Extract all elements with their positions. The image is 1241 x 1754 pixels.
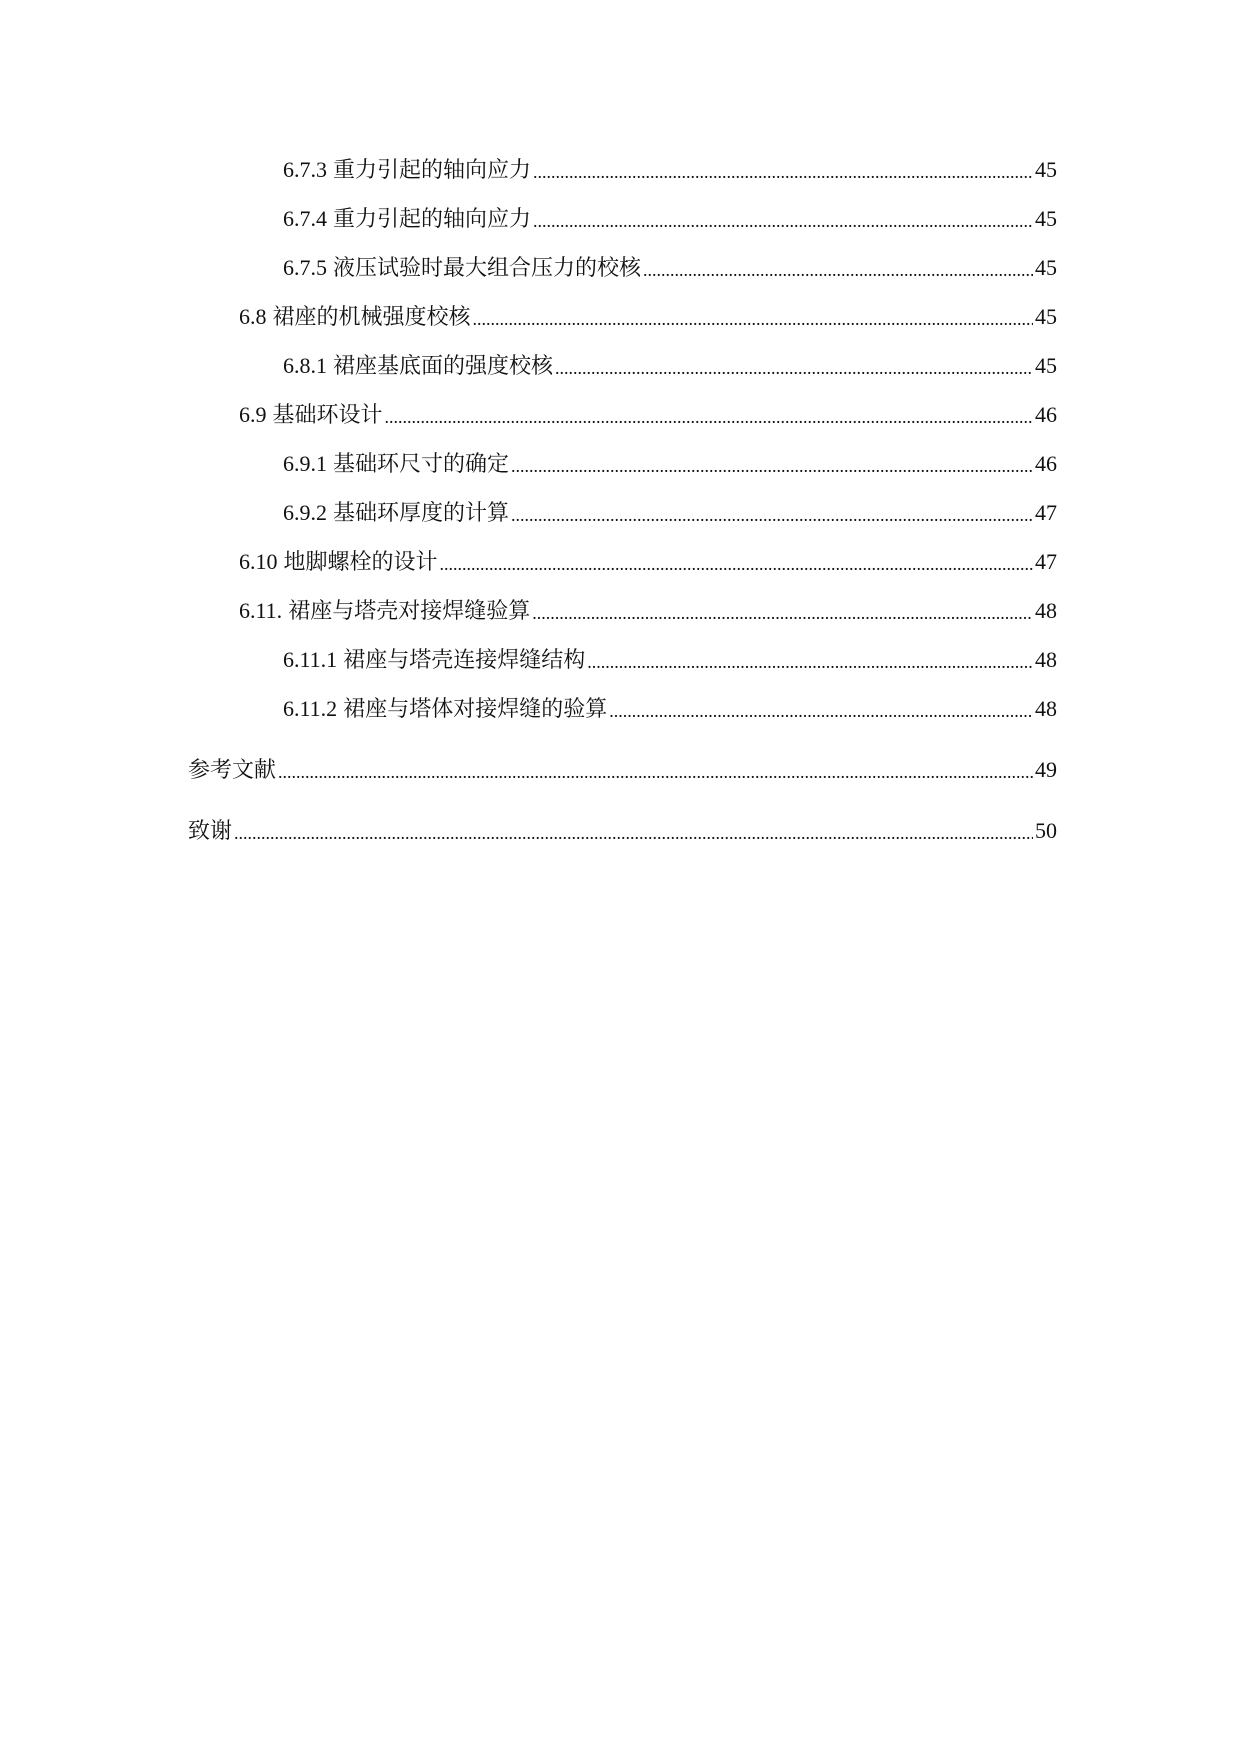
toc-entry-number: 6.7.5 <box>283 255 327 280</box>
toc-entry-page: 47 <box>1035 549 1057 574</box>
dot-leader <box>609 696 1033 722</box>
toc-entry-references[interactable] <box>188 734 1057 783</box>
toc-entry-title: 重力引起的轴向应力 <box>333 206 532 231</box>
toc-entry-page: 45 <box>1035 353 1057 378</box>
toc-entry-title: 裙座基底面的强度校核 <box>333 353 554 378</box>
toc-entry-number: 6.10 <box>239 549 278 574</box>
toc-entry-page: 45 <box>1035 304 1057 329</box>
dot-leader <box>587 647 1033 673</box>
toc-entry-title: 地脚螺栓的设计 <box>283 549 438 574</box>
toc-entry-page: 46 <box>1035 402 1057 427</box>
toc-entry-title: 基础环尺寸的确定 <box>333 451 510 476</box>
toc-entry-title: 裙座与塔壳连接焊缝结构 <box>343 647 586 672</box>
dot-leader <box>385 402 1033 428</box>
toc-entry-page: 45 <box>1035 157 1057 182</box>
toc-entry-number: 6.11.1 <box>283 647 338 672</box>
toc-entry-6-10[interactable] <box>188 526 1057 575</box>
dot-leader <box>473 304 1033 330</box>
toc-entry-page: 45 <box>1035 206 1057 231</box>
dot-leader <box>533 157 1033 183</box>
toc-entry-number: 6.8.1 <box>283 353 327 378</box>
toc-entry-number: 6.9.2 <box>283 500 327 525</box>
toc-entry-6-8-1[interactable] <box>188 330 1057 379</box>
dot-leader <box>440 549 1033 575</box>
toc-entry-6-9[interactable] <box>188 379 1057 428</box>
toc-entry-6-11[interactable] <box>188 575 1057 624</box>
toc-entry-number: 6.7.3 <box>283 157 327 182</box>
dot-leader <box>278 757 1033 783</box>
dot-leader <box>533 206 1033 232</box>
toc-entry-6-11-2[interactable] <box>188 673 1057 722</box>
toc-entry-title: 裙座与塔壳对接焊缝验算 <box>288 598 531 623</box>
toc-entry-6-7-4[interactable] <box>188 183 1057 232</box>
toc-entry-title: 基础环厚度的计算 <box>333 500 510 525</box>
toc-entry-acknowledgements[interactable] <box>188 795 1057 844</box>
toc-entry-number: 6.11. <box>239 598 283 623</box>
toc-entry-page: 48 <box>1035 647 1057 672</box>
toc-entry-title: 裙座的机械强度校核 <box>272 304 471 329</box>
toc-entry-number: 6.7.4 <box>283 206 327 231</box>
toc-entry-title: 参考文献 <box>188 757 277 782</box>
toc-entry-6-7-5[interactable] <box>188 232 1057 281</box>
toc-entry-page: 50 <box>1035 818 1057 843</box>
table-of-contents <box>188 158 1057 844</box>
toc-entry-title: 重力引起的轴向应力 <box>333 157 532 182</box>
dot-leader <box>532 598 1033 624</box>
toc-entry-title: 裙座与塔体对接焊缝的验算 <box>343 696 608 721</box>
toc-entry-page: 49 <box>1035 757 1057 782</box>
toc-entry-6-9-2[interactable] <box>188 477 1057 526</box>
toc-entry-number: 6.11.2 <box>283 696 338 721</box>
toc-entry-page: 47 <box>1035 500 1057 525</box>
toc-entry-page: 46 <box>1035 451 1057 476</box>
toc-entry-page: 45 <box>1035 255 1057 280</box>
toc-entry-number: 6.9.1 <box>283 451 327 476</box>
toc-entry-page: 48 <box>1035 696 1057 721</box>
dot-leader <box>643 255 1033 281</box>
toc-entry-title: 致谢 <box>188 818 233 843</box>
toc-entry-6-8[interactable] <box>188 281 1057 330</box>
dot-leader <box>511 451 1033 477</box>
toc-entry-6-11-1[interactable] <box>188 624 1057 673</box>
toc-entry-number: 6.9 <box>239 402 267 427</box>
toc-entry-number: 6.8 <box>239 304 267 329</box>
toc-entry-title: 基础环设计 <box>272 402 383 427</box>
toc-entry-page: 48 <box>1035 598 1057 623</box>
toc-entry-6-9-1[interactable] <box>188 428 1057 477</box>
toc-entry-title: 液压试验时最大组合压力的校核 <box>333 255 642 280</box>
toc-entry-6-7-3[interactable] <box>188 134 1057 183</box>
dot-leader <box>555 353 1033 379</box>
dot-leader <box>511 500 1033 526</box>
dot-leader <box>234 818 1033 844</box>
